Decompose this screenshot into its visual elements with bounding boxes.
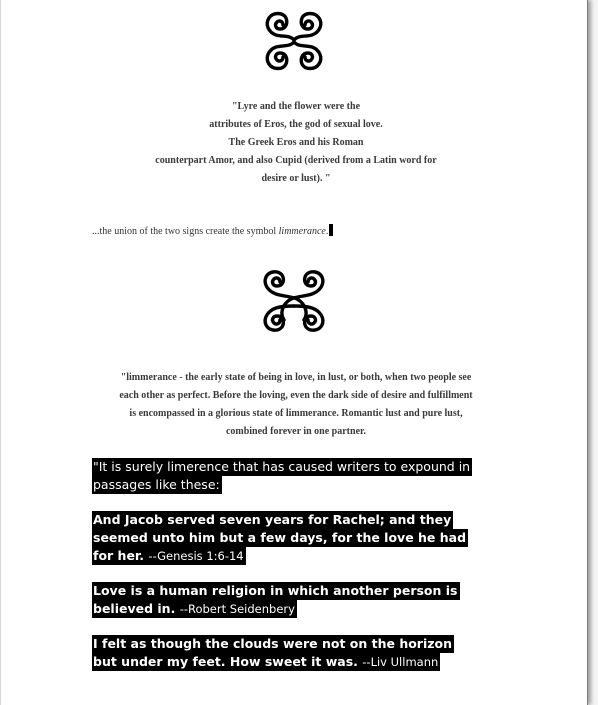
highlight-line-with-citation bbox=[92, 547, 246, 565]
union-sentence bbox=[92, 224, 333, 237]
quote-text: for her. bbox=[93, 548, 145, 563]
quote-line: is encompassed in a glorious state of limmerance. Romantic lust and pure lust, bbox=[129, 408, 463, 419]
limmerance-definition-quote bbox=[59, 369, 533, 441]
quote-text: believed in. bbox=[93, 601, 176, 616]
quote-citation: --Genesis 1:6-14 bbox=[148, 549, 244, 563]
quote-citation: --Liv Ullmann bbox=[362, 655, 439, 669]
highlight-line: seemed unto him but a few days, for the love he had bbox=[93, 530, 467, 545]
limerence-intro-highlight bbox=[92, 458, 472, 494]
union-prefix: ...the union of the two signs create the symbol bbox=[92, 226, 279, 237]
quote-line: desire or lust). " bbox=[261, 173, 331, 184]
limmerance-term: limmerance bbox=[278, 226, 326, 237]
quote-line: "Lyre and the flower were the bbox=[231, 101, 361, 112]
double-spiral-symbol-icon bbox=[1, 10, 587, 77]
genesis-quote bbox=[92, 511, 468, 565]
quote-line: combined forever in one partner. bbox=[225, 426, 367, 437]
highlight-line: Love is a human religion in which another person is bbox=[93, 583, 458, 598]
text-cursor bbox=[329, 224, 333, 236]
quote-line: each other as perfect. Before the loving, even the dark side of desire and fulfillment bbox=[119, 390, 473, 401]
seidenbery-quote bbox=[92, 582, 460, 618]
limmerance-symbol-icon bbox=[1, 268, 587, 339]
quote-line: counterpart Amor, and also Cupid (derived from a Latin word for bbox=[155, 155, 437, 166]
highlight-line-with-citation bbox=[92, 653, 440, 671]
highlight-line-with-citation bbox=[92, 600, 297, 618]
union-suffix: . bbox=[325, 226, 329, 237]
page-gutter bbox=[587, 0, 598, 705]
highlight-line: "It is surely limerence that has caused writers to expound in bbox=[93, 459, 471, 474]
highlight-line: And Jacob served seven years for Rachel; and they bbox=[93, 512, 452, 527]
eros-quote bbox=[61, 98, 531, 188]
highlight-line: I felt as though the clouds were not on the horizon bbox=[93, 636, 453, 651]
highlight-line: passages like these: bbox=[93, 477, 220, 492]
quote-line: "limmerance - the early state of being in love, in lust, or both, when two people see bbox=[120, 372, 472, 383]
ullmann-quote bbox=[92, 635, 454, 671]
quote-line: The Greek Eros and his Roman bbox=[228, 137, 364, 148]
quote-line: attributes of Eros, the god of sexual love. bbox=[209, 119, 383, 130]
quote-text: but under my feet. How sweet it was. bbox=[93, 654, 358, 669]
quote-citation: --Robert Seidenbery bbox=[179, 602, 295, 616]
